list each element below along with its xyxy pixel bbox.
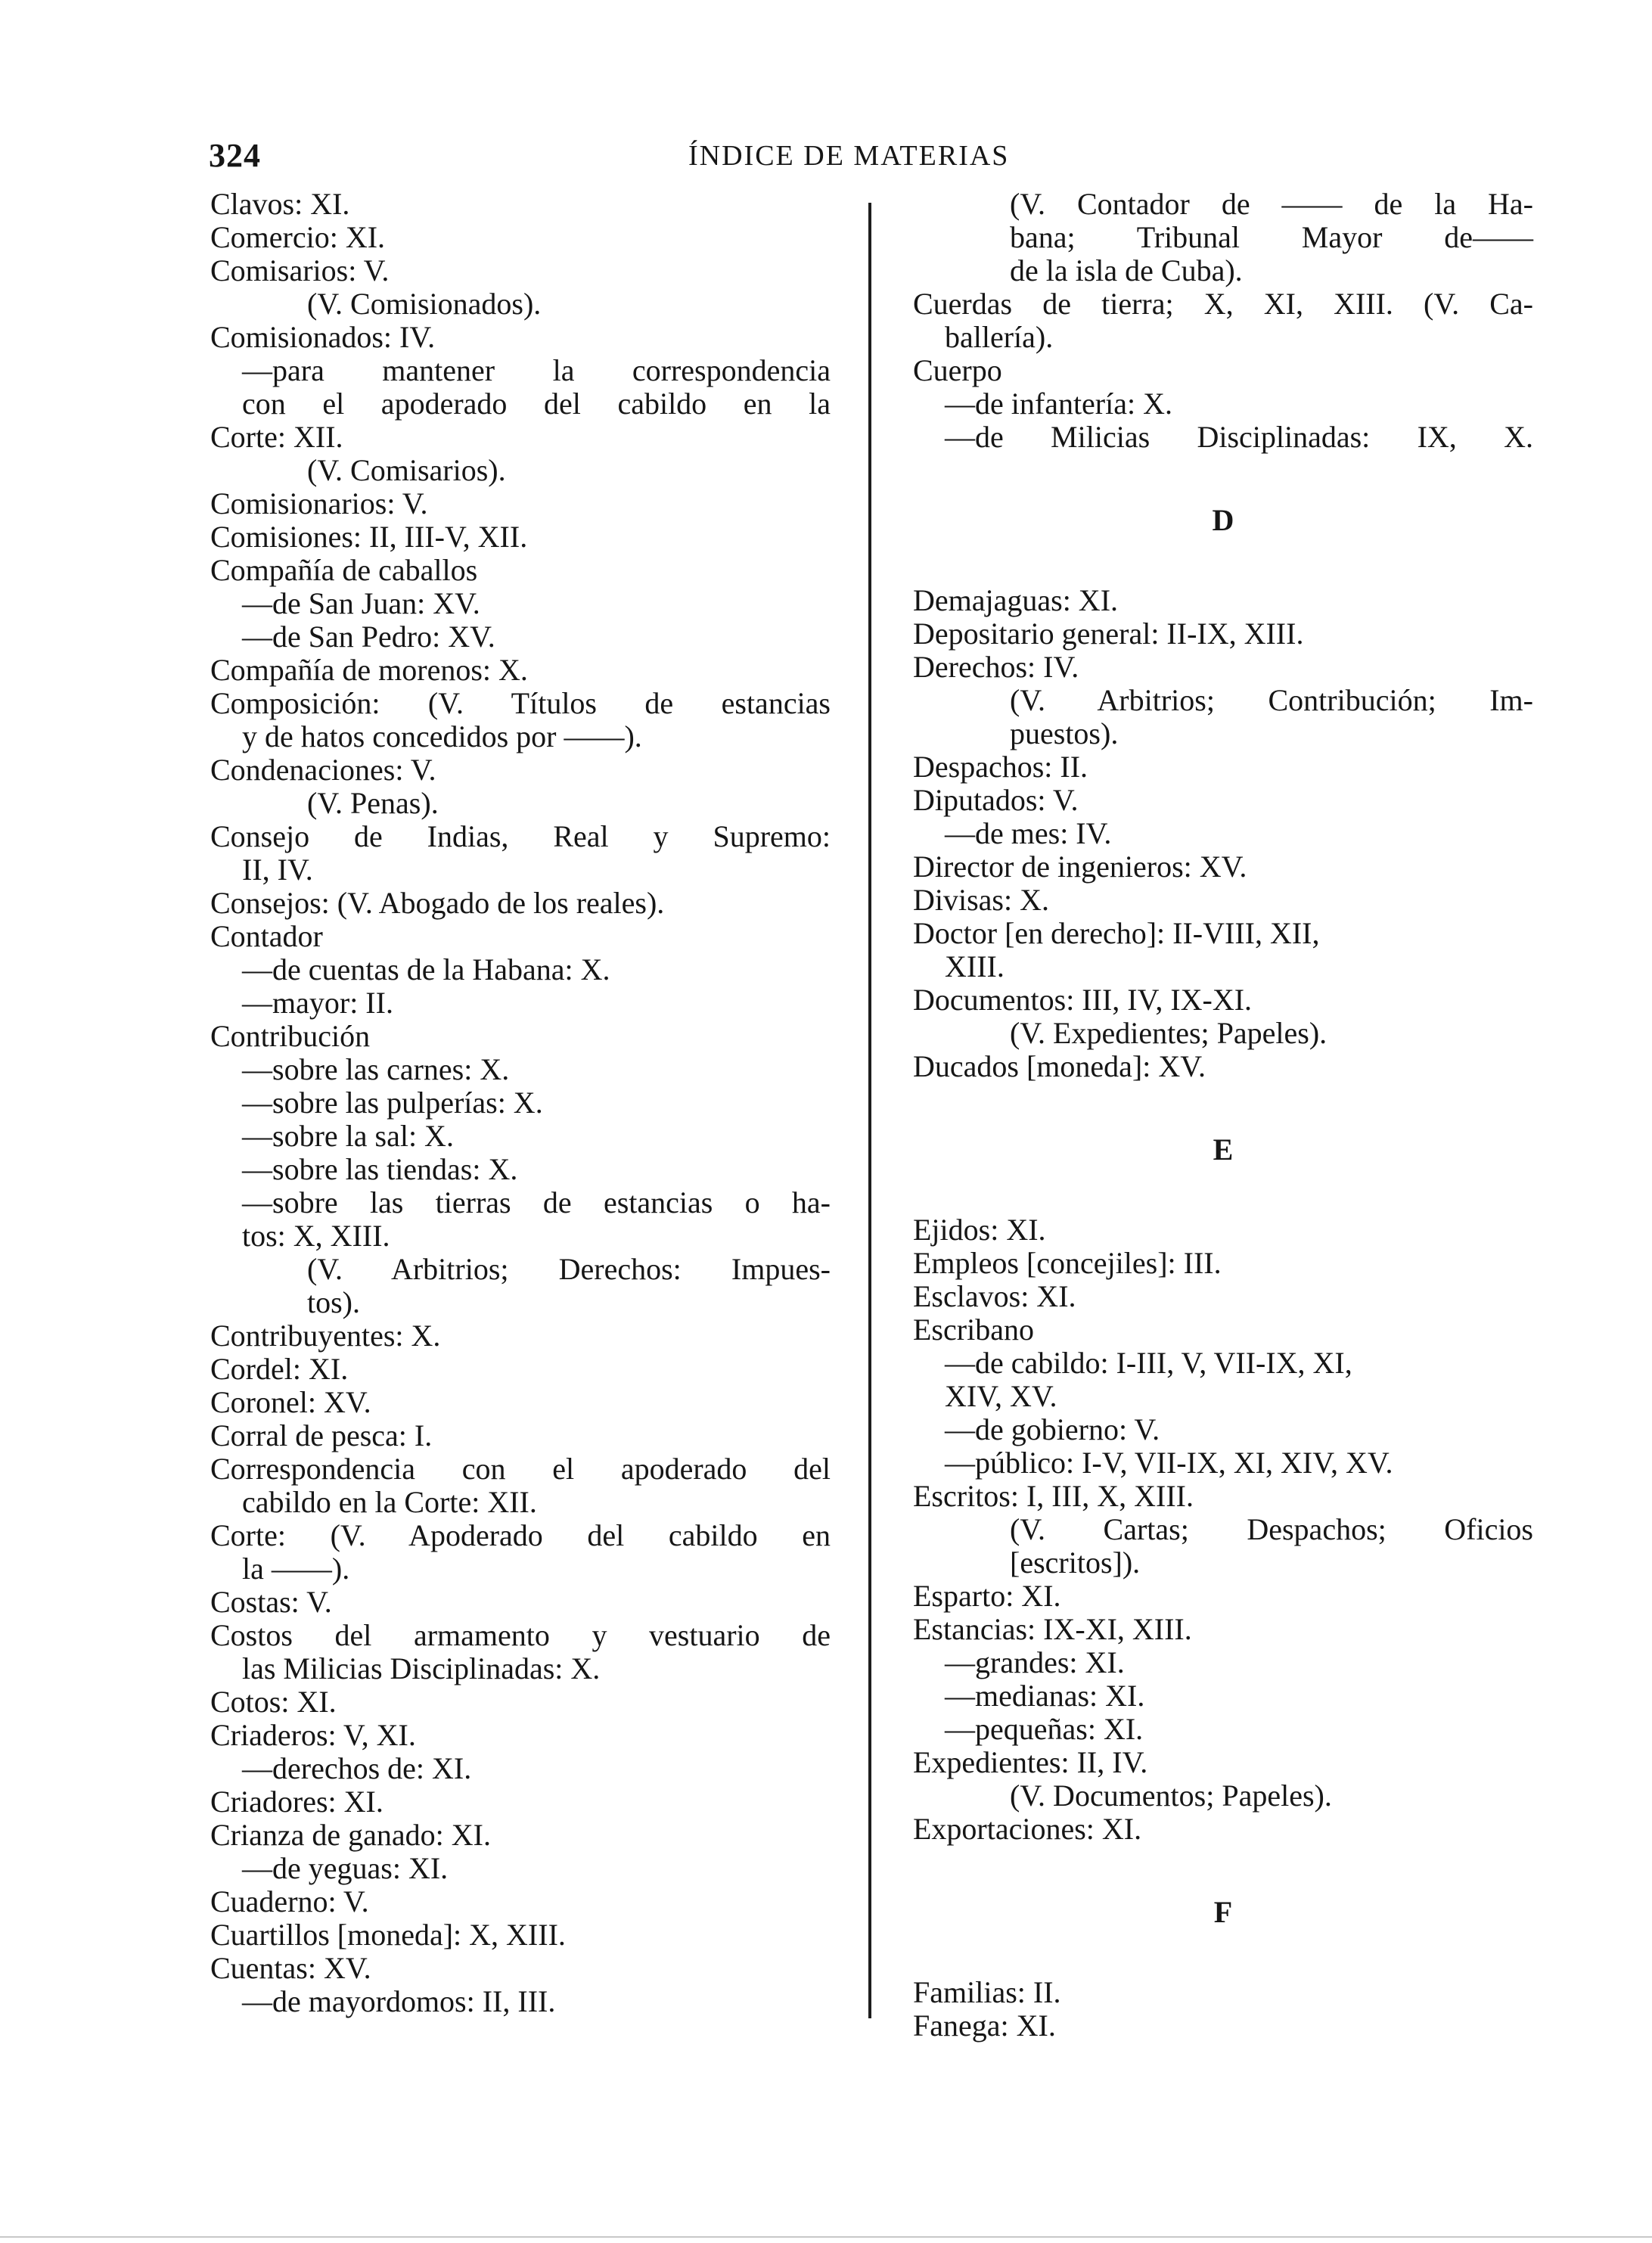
index-entry xyxy=(913,1050,1533,1083)
index-entry-text: Costos del armamento y vestuario de xyxy=(210,1618,831,1652)
index-entry-text: Comisiones: II, III-V, XII. xyxy=(210,520,528,554)
index-entry-text: Escritos: I, III, X, XIII. xyxy=(913,1479,1194,1513)
index-entry xyxy=(913,1380,1533,1413)
index-entry xyxy=(913,1679,1533,1713)
index-entry-text: Empleos [concejiles]: III. xyxy=(913,1246,1222,1280)
index-entry xyxy=(210,1785,831,1819)
index-entry-text: Esparto: XI. xyxy=(913,1579,1061,1613)
index-entry-text: tos: X, XIII. xyxy=(242,1219,390,1253)
index-entry-text: tos). xyxy=(307,1285,360,1319)
index-entry xyxy=(210,620,831,654)
index-entry-text: Cuaderno: V. xyxy=(210,1884,369,1918)
index-entry-text: —de yeguas: XI. xyxy=(242,1851,449,1885)
section-letter-f: F xyxy=(1213,1895,1233,1929)
index-entry-text: Fanega: XI. xyxy=(913,2008,1056,2043)
index-entry-text: Cuerpo xyxy=(913,353,1002,387)
index-entry xyxy=(913,1613,1533,1646)
index-entry-text: —sobre las carnes: X. xyxy=(242,1052,510,1086)
index-entry-text: (V. Documentos; Papeles). xyxy=(1010,1779,1332,1813)
index-entry xyxy=(210,1120,831,1153)
index-entry-text: Despachos: II. xyxy=(913,750,1088,784)
index-entry xyxy=(913,1546,1533,1580)
index-entry xyxy=(913,1746,1533,1779)
index-entry-text: Compañía de morenos: X. xyxy=(210,653,528,687)
index-entry xyxy=(210,1619,831,1652)
index-entry-text: —grandes: XI. xyxy=(945,1645,1125,1679)
index-entry xyxy=(913,717,1533,750)
column-rule xyxy=(868,203,871,2018)
index-entry-text: puestos). xyxy=(1010,716,1119,750)
index-entry-text: Cuartillos [moneda]: X, XIII. xyxy=(210,1918,566,1952)
index-entry xyxy=(210,1319,831,1353)
index-entry xyxy=(913,387,1533,421)
index-entry xyxy=(210,520,831,554)
index-entry-text: Comisionarios: V. xyxy=(210,486,428,520)
index-entry xyxy=(210,953,831,986)
index-entry-text: —de mes: IV. xyxy=(945,816,1112,850)
section-f-entries xyxy=(913,1976,1533,2043)
index-entry xyxy=(210,787,831,820)
index-entry-text: Exportaciones: XI. xyxy=(913,1812,1142,1846)
index-entry xyxy=(913,950,1533,983)
index-entry xyxy=(210,254,831,287)
index-entry-text: (V. Arbitrios; Derechos: Impues- xyxy=(307,1252,831,1286)
index-entry xyxy=(210,1652,831,1685)
index-entry xyxy=(913,287,1533,321)
index-entry-text: la ——). xyxy=(242,1552,350,1586)
index-entry xyxy=(913,1280,1533,1313)
page-number: 324 xyxy=(209,137,261,174)
index-entry-text: —sobre la sal: X. xyxy=(242,1119,454,1153)
index-entry-text: Condenaciones: V. xyxy=(210,753,436,787)
index-entry xyxy=(913,1313,1533,1347)
index-entry xyxy=(210,287,831,321)
index-entry xyxy=(210,1519,831,1552)
index-entry xyxy=(210,1419,831,1452)
index-entry-text: —medianas: XI. xyxy=(945,1679,1145,1713)
index-entry xyxy=(210,1153,831,1186)
index-entry xyxy=(913,850,1533,884)
index-entry-text: Derechos: IV. xyxy=(913,650,1079,684)
index-entry xyxy=(210,421,831,454)
index-entry xyxy=(913,750,1533,784)
index-entry-text: Estancias: IX-XI, XIII. xyxy=(913,1612,1192,1646)
index-entry xyxy=(210,1353,831,1386)
index-entry xyxy=(913,983,1533,1017)
index-entry xyxy=(913,817,1533,850)
index-entry xyxy=(210,1219,831,1253)
index-entry xyxy=(913,1976,1533,2009)
index-entry-text: Corte: XII. xyxy=(210,420,343,454)
index-entry-text: con el apoderado del cabildo en la xyxy=(242,387,831,421)
index-entry-text: —para mantener la correspondencia xyxy=(242,353,831,387)
index-entry xyxy=(210,1586,831,1619)
index-entry-text: las Milicias Disciplinadas: X. xyxy=(242,1651,601,1685)
index-entry-text: (V. Cartas; Despachos; Oficios xyxy=(1010,1512,1533,1546)
index-entry xyxy=(913,1247,1533,1280)
index-entry xyxy=(913,1646,1533,1679)
index-entry-text: Compañía de caballos xyxy=(210,553,478,587)
index-entry xyxy=(210,454,831,487)
index-entry xyxy=(913,651,1533,684)
index-entry xyxy=(210,1819,831,1852)
index-entry-text: Composición: (V. Títulos de estancias xyxy=(210,686,831,720)
index-entry-text: Consejos: (V. Abogado de los reales). xyxy=(210,886,665,920)
index-entry xyxy=(210,1552,831,1586)
index-entry-text: Esclavos: XI. xyxy=(913,1279,1076,1313)
index-entry-text: Comisionados: IV. xyxy=(210,320,436,354)
index-entry-text: —de cuentas de la Habana: X. xyxy=(242,952,610,986)
index-entry xyxy=(913,1480,1533,1513)
index-entry xyxy=(210,1952,831,1985)
index-entry-text: (V. Expedientes; Papeles). xyxy=(1010,1016,1328,1050)
index-entry xyxy=(210,487,831,520)
index-entry xyxy=(210,1486,831,1519)
index-entry xyxy=(913,188,1533,221)
index-entry xyxy=(913,917,1533,950)
index-entry-text: Clavos: XI. xyxy=(210,187,350,221)
index-entry xyxy=(210,853,831,887)
index-entry-text: cabildo en la Corte: XII. xyxy=(242,1485,537,1519)
index-entry xyxy=(210,920,831,953)
running-title: ÍNDICE DE MATERIAS xyxy=(688,140,1010,172)
index-entry xyxy=(913,784,1533,817)
index-entry-text: ballería). xyxy=(945,320,1054,354)
index-entry-text: —de San Juan: XV. xyxy=(242,586,480,620)
index-entry-text: —de mayordomos: II, III. xyxy=(242,1984,556,2018)
index-entry-text: Costas: V. xyxy=(210,1585,332,1619)
index-entry xyxy=(913,1347,1533,1380)
index-entry xyxy=(913,1413,1533,1446)
index-entry-text: Depositario general: II-IX, XIII. xyxy=(913,617,1304,651)
index-entry xyxy=(913,884,1533,917)
index-entry xyxy=(210,1918,831,1952)
index-entry-text: Diputados: V. xyxy=(913,783,1079,817)
index-entry xyxy=(913,1813,1533,1846)
index-entry-text: Director de ingenieros: XV. xyxy=(913,850,1247,884)
index-entry-text: Cuentas: XV. xyxy=(210,1951,371,1985)
index-entry xyxy=(210,1885,831,1918)
section-e-entries xyxy=(913,1213,1533,1846)
index-entry xyxy=(913,221,1533,254)
index-entry xyxy=(913,1446,1533,1480)
index-entry xyxy=(210,587,831,620)
index-entry xyxy=(913,1513,1533,1546)
index-entry xyxy=(210,986,831,1020)
index-entry-text: (V. Penas). xyxy=(307,786,439,820)
section-d-entries xyxy=(913,584,1533,1083)
index-entry-text: —de Milicias Disciplinadas: IX, X. xyxy=(945,420,1533,454)
index-entry xyxy=(210,321,831,354)
index-entry-text: [escritos]). xyxy=(1010,1546,1141,1580)
index-entry xyxy=(210,1852,831,1885)
index-entry xyxy=(913,321,1533,354)
index-entry xyxy=(210,354,831,387)
index-entry xyxy=(913,1213,1533,1247)
index-entry xyxy=(210,1286,831,1319)
index-entry xyxy=(210,1985,831,2018)
index-entry xyxy=(913,1580,1533,1613)
index-entry-text: (V. Contador de —— de la Ha- xyxy=(1010,187,1533,221)
index-entry xyxy=(913,684,1533,717)
index-entry xyxy=(210,820,831,853)
index-entry-text: Crianza de ganado: XI. xyxy=(210,1818,491,1852)
index-entry-text: Divisas: X. xyxy=(913,883,1049,917)
index-entry-text: Escribano xyxy=(913,1313,1034,1347)
index-entry-text: Ejidos: XI. xyxy=(913,1213,1046,1247)
index-entry xyxy=(210,1020,831,1053)
index-entry-text: —de San Pedro: XV. xyxy=(242,620,495,654)
index-entry-text: Corral de pesca: I. xyxy=(210,1418,433,1452)
index-entry-text: Ducados [moneda]: XV. xyxy=(913,1049,1206,1083)
index-entry xyxy=(210,221,831,254)
index-entry-text: (V. Comisionados). xyxy=(307,287,542,321)
index-entry-text: Correspondencia con el apoderado del xyxy=(210,1452,831,1486)
index-entry-text: de la isla de Cuba). xyxy=(1010,253,1243,287)
index-entry xyxy=(913,354,1533,387)
right-column xyxy=(913,188,1533,2043)
index-entry xyxy=(210,1386,831,1419)
index-entry xyxy=(913,254,1533,287)
index-entry-text: Familias: II. xyxy=(913,1975,1061,2009)
index-entry xyxy=(913,584,1533,617)
index-entry xyxy=(210,720,831,753)
index-entry-text: bana; Tribunal Mayor de—— xyxy=(1010,220,1533,254)
index-entry xyxy=(210,1053,831,1086)
index-entry-text: Contribuyentes: X. xyxy=(210,1319,441,1353)
index-entry xyxy=(913,1713,1533,1746)
index-entry-text: Demajaguas: XI. xyxy=(913,583,1119,617)
index-entry-text: —de infantería: X. xyxy=(945,387,1172,421)
index-entry xyxy=(210,1685,831,1719)
index-entry-text: —derechos de: XI. xyxy=(242,1751,472,1785)
section-letter-e: E xyxy=(1213,1132,1234,1167)
index-entry-text: Criaderos: V, XI. xyxy=(210,1718,416,1752)
index-entry-text: —mayor: II. xyxy=(242,986,393,1020)
index-entry xyxy=(210,654,831,687)
index-entry-text: —de cabildo: I-III, V, VII-IX, XI, xyxy=(945,1346,1352,1380)
index-entry-text: (V. Comisarios). xyxy=(307,453,506,487)
index-entry xyxy=(210,687,831,720)
index-entry-text: —pequeñas: XI. xyxy=(945,1712,1144,1746)
index-entry xyxy=(210,554,831,587)
index-entry-text: II, IV. xyxy=(242,853,313,887)
index-entry-text: Cotos: XI. xyxy=(210,1685,337,1719)
index-entry-text: Contribución xyxy=(210,1019,371,1053)
index-entry-text: Comercio: XI. xyxy=(210,220,386,254)
index-entry-text: —sobre las pulperías: X. xyxy=(242,1086,543,1120)
index-entry-text: XIII. xyxy=(945,949,1005,983)
index-entry-text: Doctor [en derecho]: II-VIII, XII, xyxy=(913,916,1320,950)
index-entry xyxy=(210,387,831,421)
index-entry-text: Coronel: XV. xyxy=(210,1385,371,1419)
index-entry-text: XIV, XV. xyxy=(945,1379,1057,1413)
left-column xyxy=(210,188,831,2018)
index-entry-text: Cuerdas de tierra; X, XI, XIII. (V. Ca- xyxy=(913,287,1533,321)
index-entry-text: —de gobierno: V. xyxy=(945,1412,1160,1446)
index-entry xyxy=(210,1752,831,1785)
index-entry-text: Expedientes: II, IV. xyxy=(913,1745,1148,1779)
section-letter-d: D xyxy=(1212,503,1234,537)
bottom-rule xyxy=(0,2236,1652,2238)
index-entry xyxy=(913,1017,1533,1050)
index-entry xyxy=(913,421,1533,454)
index-entry-text: —sobre las tiendas: X. xyxy=(242,1152,518,1186)
index-entry xyxy=(210,1086,831,1120)
index-entry xyxy=(913,1779,1533,1813)
continued-entries xyxy=(913,188,1533,454)
index-entry xyxy=(210,753,831,787)
index-entry xyxy=(913,617,1533,651)
index-entry-text: —público: I-V, VII-IX, XI, XIV, XV. xyxy=(945,1446,1393,1480)
index-entry-text: Criadores: XI. xyxy=(210,1785,384,1819)
index-entry-text: Contador xyxy=(210,919,323,953)
index-entry-text: —sobre las tierras de estancias o ha- xyxy=(242,1185,831,1219)
index-entry-text: Cordel: XI. xyxy=(210,1352,349,1386)
index-entry xyxy=(210,1719,831,1752)
index-entry xyxy=(210,887,831,920)
index-entry-text: Documentos: III, IV, IX-XI. xyxy=(913,983,1253,1017)
index-entry-text: Comisarios: V. xyxy=(210,253,390,287)
index-entry xyxy=(210,188,831,221)
index-entry xyxy=(210,1186,831,1219)
index-entry-text: (V. Arbitrios; Contribución; Im- xyxy=(1010,683,1533,717)
index-entry xyxy=(210,1452,831,1486)
index-entry-text: y de hatos concedidos por ——). xyxy=(242,719,642,753)
index-entry xyxy=(913,2009,1533,2043)
index-entry xyxy=(210,1253,831,1286)
index-entry-text: Consejo de Indias, Real y Supremo: xyxy=(210,819,831,853)
index-entry-text: Corte: (V. Apoderado del cabildo en xyxy=(210,1518,831,1552)
